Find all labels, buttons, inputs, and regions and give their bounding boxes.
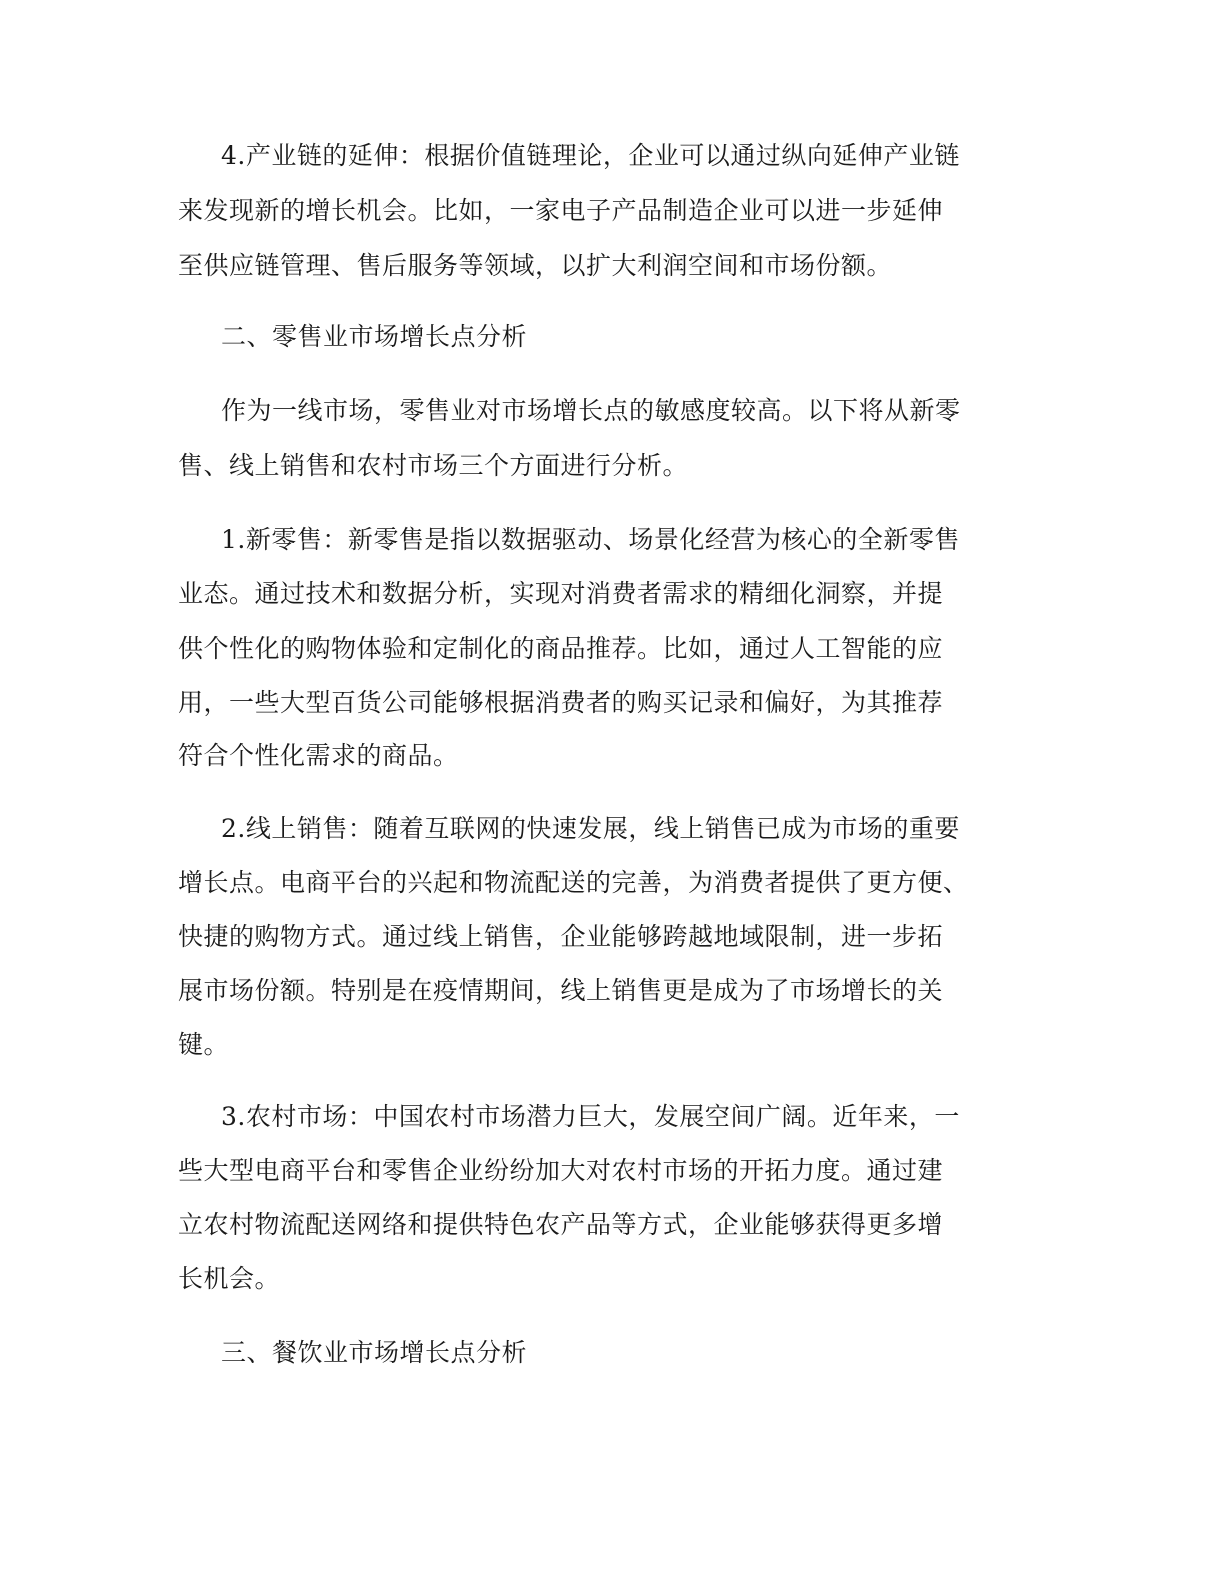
paragraph-line: 3.农村市场：中国农村市场潜力巨大，发展空间广阔。近年来，一 [221,1102,960,1131]
paragraph-line: 长机会。 [178,1264,281,1293]
paragraph-line: 键。 [178,1030,230,1059]
paragraph-line: 些大型电商平台和零售企业纷纷加大对农村市场的开拓力度。通过建 [178,1156,944,1185]
paragraph-line: 增长点。电商平台的兴起和物流配送的完善，为消费者提供了更方便、 [178,868,969,897]
paragraph-line: 至供应链管理、售后服务等领域，以扩大利润空间和市场份额。 [178,251,893,280]
paragraph-line: 用，一些大型百货公司能够根据消费者的购买记录和偏好，为其推荐 [178,688,944,717]
paragraph-line: 展市场份额。特别是在疫情期间，线上销售更是成为了市场增长的关 [178,976,944,1005]
paragraph-line: 作为一线市场，零售业对市场增长点的敏感度较高。以下将从新零 [221,396,961,425]
paragraph-line: 来发现新的增长机会。比如，一家电子产品制造企业可以进一步延伸 [178,196,944,225]
paragraph-line: 1.新零售：新零售是指以数据驱动、场景化经营为核心的全新零售 [221,525,960,554]
section-heading: 三、餐饮业市场增长点分析 [221,1338,528,1367]
paragraph-line: 符合个性化需求的商品。 [178,741,459,770]
paragraph-line: 2.线上销售：随着互联网的快速发展，线上销售已成为市场的重要 [221,814,960,843]
paragraph-line: 售、线上销售和农村市场三个方面进行分析。 [178,451,689,480]
paragraph-line: 4.产业链的延伸：根据价值链理论，企业可以通过纵向延伸产业链 [221,141,960,170]
paragraph-line: 快捷的购物方式。通过线上销售，企业能够跨越地域限制，进一步拓 [178,922,944,951]
section-heading: 二、零售业市场增长点分析 [221,322,528,351]
paragraph-line: 业态。通过技术和数据分析，实现对消费者需求的精细化洞察，并提 [178,579,944,608]
paragraph-line: 立农村物流配送网络和提供特色农产品等方式，企业能够获得更多增 [178,1210,944,1239]
paragraph-line: 供个性化的购物体验和定制化的商品推荐。比如，通过人工智能的应 [178,634,944,663]
